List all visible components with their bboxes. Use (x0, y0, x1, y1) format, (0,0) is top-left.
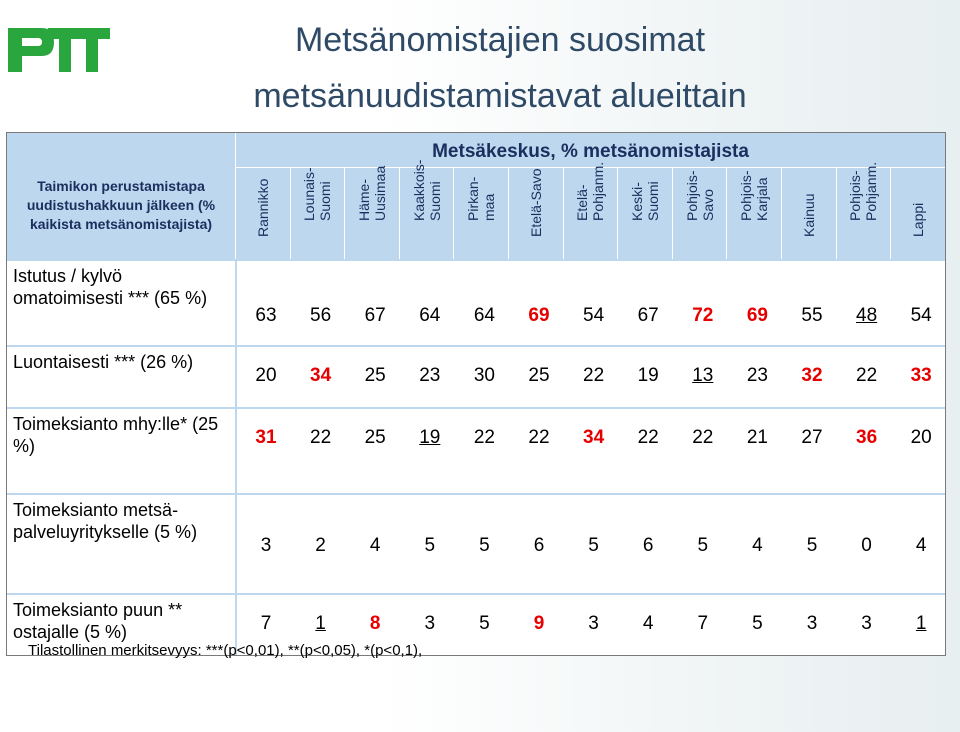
table-cell: 3 (260, 535, 272, 556)
table-cell: 25 (364, 427, 386, 448)
page-title-line-1: Metsänomistajien suosimat (294, 21, 706, 59)
column-header (672, 167, 727, 259)
table-cell: 64 (419, 305, 441, 326)
table-cell: 4 (752, 535, 763, 556)
table-cell: 31 (255, 427, 277, 448)
table-cell: 54 (583, 305, 605, 326)
row-label: Toimeksianto metsä-palveluyritykselle (5 %) (7, 493, 235, 593)
table-row (235, 407, 945, 493)
table-cell: 36 (856, 427, 878, 448)
table-cell: 25 (528, 365, 550, 386)
table-cell: 20 (255, 365, 277, 386)
table-cell: 30 (473, 365, 495, 386)
column-header-label: Lappi (909, 202, 926, 237)
table-cell: 22 (473, 427, 495, 448)
ptt-logo-icon (4, 20, 114, 78)
table-cell: 9 (533, 613, 545, 634)
column-header (617, 167, 672, 259)
table-cell: 22 (692, 427, 714, 448)
table-cell: 5 (479, 535, 490, 556)
table-cell: 7 (697, 613, 709, 634)
table-cell: 69 (528, 305, 550, 326)
table-cell: 3 (861, 613, 872, 634)
column-header (836, 161, 891, 259)
table-cell: 64 (473, 305, 495, 326)
table-cell: 34 (583, 427, 605, 448)
column-header (563, 161, 618, 259)
footnote: Tilastollinen merkitsevyys: ***(p<0,01), **(p<0,05), *(p<0,1), (28, 642, 423, 659)
table-cell: 4 (642, 613, 654, 634)
table-cell: 55 (801, 305, 823, 326)
column-header-label: Etelä- Pohjanm. (574, 161, 607, 221)
row-header-title: Taimikon perustamistapa uudistushakkuun jälkeen (% kaikista metsänomistajista) (7, 133, 235, 259)
table-cell: 5 (424, 535, 436, 556)
table-cell: 22 (637, 427, 659, 448)
column-header-label: Etelä-Savo (527, 168, 544, 237)
column-header (290, 167, 345, 259)
column-header (453, 167, 508, 259)
column-header (399, 159, 454, 259)
table-cell: 5 (588, 535, 599, 556)
row-label: Istutus / kylvö omatoimisesti *** (65 %) (7, 259, 235, 345)
table-cell: 1 (915, 613, 927, 634)
table-cell: 6 (533, 535, 545, 556)
table-cell: 56 (310, 305, 332, 326)
table-cell: 27 (801, 427, 823, 448)
column-header-label: Keski- Suomi (628, 181, 661, 221)
row-label: Toimeksianto puun ** ostajalle (5 %) (7, 593, 235, 655)
table-cell: 19 (637, 365, 659, 386)
column-header-label: Kaakkois- Suomi (410, 159, 443, 221)
column-header-label: Pohjois- Karjala (738, 170, 771, 221)
table-cell: 22 (528, 427, 550, 448)
table-cell: 23 (419, 365, 441, 386)
page-title-line-2: metsänuudistamistavat alueittain (253, 77, 747, 115)
column-header-label: Häme- Uusimaa (355, 165, 388, 221)
table-cell: 20 (910, 427, 932, 448)
table-row (235, 345, 945, 407)
table-cell: 72 (692, 305, 714, 326)
table-cell: 32 (801, 365, 823, 386)
row-label: Luontaisesti *** (26 %) (7, 345, 235, 407)
table-cell: 33 (910, 365, 932, 386)
table-cell: 34 (310, 365, 332, 386)
table-cell: 7 (260, 613, 272, 634)
table-cell: 3 (424, 613, 436, 634)
table-cell: 6 (642, 535, 654, 556)
data-table (6, 132, 946, 656)
table-cell: 3 (806, 613, 818, 634)
table-cell: 5 (752, 613, 763, 634)
table-cell: 0 (861, 535, 872, 556)
table-cell: 4 (369, 535, 381, 556)
table-cell: 69 (746, 305, 768, 326)
table-cell: 22 (583, 365, 605, 386)
column-header (726, 167, 781, 259)
column-header (781, 167, 836, 259)
column-header (508, 167, 563, 259)
table-cell: 22 (310, 427, 332, 448)
column-header (235, 167, 290, 259)
table-cell: 2 (315, 535, 326, 556)
table-cell: 48 (856, 305, 878, 326)
table-cell: 5 (479, 613, 490, 634)
table-row (235, 493, 945, 593)
group-header: Metsäkeskus, % metsänomistajista (235, 133, 945, 167)
row-label: Toimeksianto mhy:lle* (25 %) (7, 407, 235, 493)
table-cell: 19 (419, 427, 441, 448)
column-header-label: Pohjois- Savo (683, 170, 716, 221)
table-row (235, 259, 945, 345)
column-header-label: Rannikko (254, 178, 271, 237)
table-cell: 8 (369, 613, 381, 634)
table-cell: 67 (637, 305, 659, 326)
table-cell: 63 (255, 305, 277, 326)
table-cell: 54 (910, 305, 932, 326)
column-header-label: Pirkan- maa (465, 176, 498, 221)
table-cell: 21 (746, 427, 768, 448)
column-header (890, 167, 945, 259)
table-cell: 1 (315, 613, 326, 634)
column-header-label: Lounais- Suomi (301, 167, 334, 221)
table-cell: 5 (697, 535, 709, 556)
table-cell: 13 (692, 365, 714, 386)
table-cell: 25 (364, 365, 386, 386)
table-cell: 3 (588, 613, 599, 634)
table-cell: 4 (915, 535, 927, 556)
column-header (344, 167, 399, 259)
table-cell: 67 (364, 305, 386, 326)
column-header-label: Kainuu (800, 193, 817, 237)
table-cell: 5 (806, 535, 818, 556)
column-header-label: Pohjois- Pohjanm. (847, 161, 880, 221)
table-cell: 22 (856, 365, 878, 386)
table-cell: 23 (746, 365, 768, 386)
